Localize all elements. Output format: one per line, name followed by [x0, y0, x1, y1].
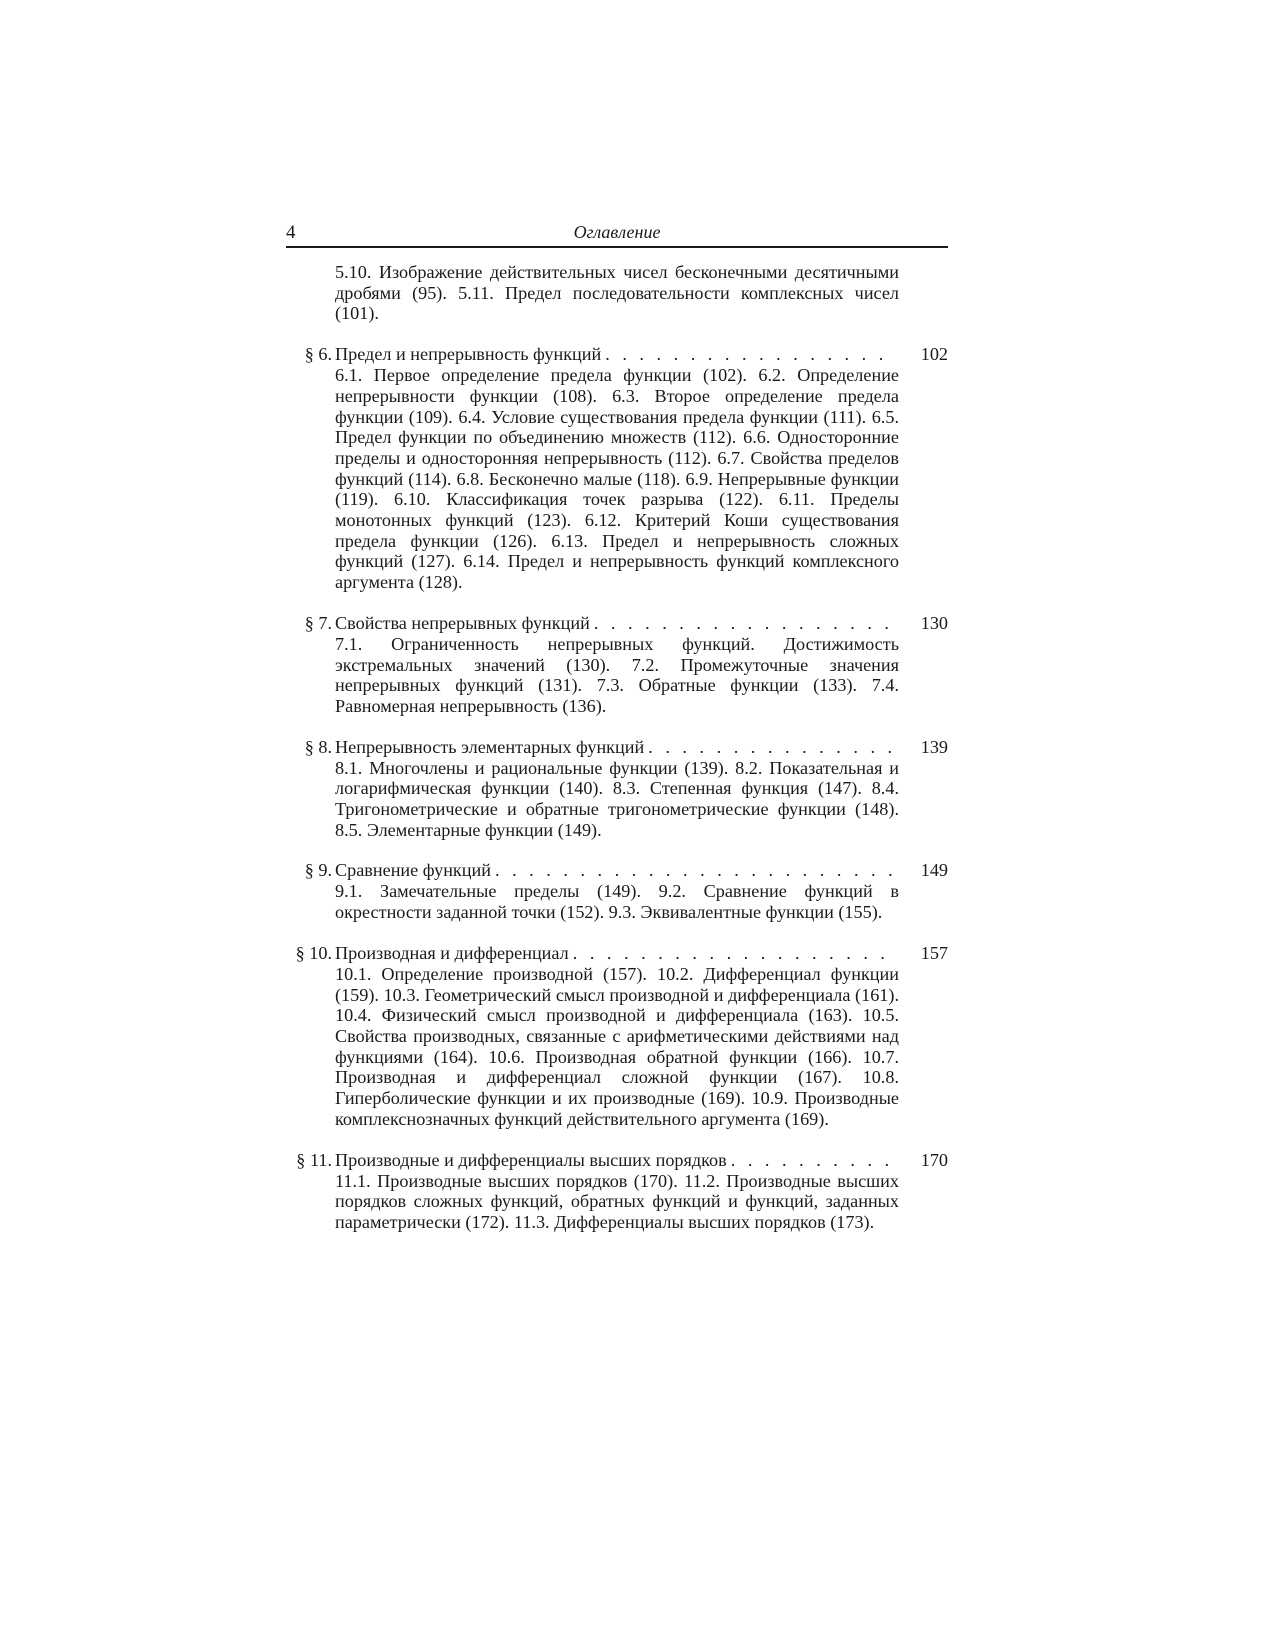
section-description: 6.1. Первое определение предела функции (102). 6.2. Определение непрерывности функции (108). 6.3. Второе определение предела функции (109). 6.4. Условие существования предела функции (111). 6.5. Предел функции по объединению множеств (112). 6.6. Односторонние пределы и односторонняя непрерывность (112). 6.7. Свойства пределов функций (114). 6.8. Бесконечно малые (118). 6.9. Непрерывные функции (119). 6.10. Классификация точек разрыва (122). 6.11. Пределы монотонных функций (123). 6.12. Критерий Коши существования предела функции (126). 6.13. Предел и непрерывность сложных функций (127). 6.14. Предел и непрерывность функций комплексного аргумента (128). — [335, 365, 899, 593]
leader-dots — [648, 737, 895, 758]
toc-section-9 — [286, 860, 948, 922]
toc-section-heading[interactable] — [286, 943, 948, 964]
running-title: Оглавление — [573, 222, 661, 242]
section-title: Свойства непрерывных функций — [335, 612, 590, 633]
section-description: 7.1. Ограниченность непрерывных функций. Достижимость экстремальных значений (130). 7.2. Промежуточные значения непрерывных функций (131). 7.3. Обратные функции (133). 7.4. Равномерная непрерывность (136). — [335, 633, 899, 716]
section-mark: § 11. — [296, 1149, 332, 1170]
section-title: Производная и дифференциал — [335, 942, 569, 963]
section-page-ref: 157 — [920, 942, 948, 963]
section-page-ref: 102 — [920, 344, 948, 365]
leader-dots — [573, 943, 895, 964]
section-mark: § 10. — [295, 942, 332, 963]
section-description: 8.1. Многочлены и рациональные функции (139). 8.2. Показательная и логарифмическая функции (140). 8.3. Степенная функция (147). 8.4. Тригонометрические и обратные тригонометрические функции (148). 8.5. Элементарные функции (149). — [335, 757, 899, 840]
toc-section-11 — [286, 1150, 948, 1233]
section-description: 9.1. Замечательные пределы (149). 9.2. Сравнение функций в окрестности заданной точки (152). 9.3. Эквивалентные функции (155). — [335, 881, 899, 923]
toc-section-7 — [286, 613, 948, 717]
section-mark: § 9. — [304, 860, 332, 881]
toc-section-heading[interactable] — [286, 344, 948, 365]
section-page-ref: 170 — [920, 1149, 948, 1170]
section-title: Производные и дифференциалы высших порядков — [335, 1149, 727, 1170]
section-mark: § 8. — [304, 736, 332, 757]
toc-section-heading[interactable] — [286, 1150, 948, 1171]
section-title: Предел и непрерывность функций — [335, 344, 602, 365]
toc-intro-text: 5.10. Изображение действительных чисел бесконечными десятичными дробями (95). 5.11. Предел последовательности комплексных чисел (101). — [335, 262, 899, 324]
leader-dots — [495, 860, 895, 881]
section-mark: § 6. — [304, 344, 332, 365]
section-mark: § 7. — [304, 612, 332, 633]
page-header — [286, 222, 948, 248]
section-description: 10.1. Определение производной (157). 10.2. Дифференциал функции (159). 10.3. Геометрический смысл производной и дифференциала (161). 10.4. Физический смысл производной и дифференциала (163). 10.5. Свойства производных, связанные с арифметическими действиями над функциями (164). 10.6. Производная обратной функции (166). 10.7. Производная и дифференциал сложной функции (167). 10.8. Гиперболические функции и их производные (169). 10.9. Производные комплекснозначных функций действительного аргумента (169). — [335, 963, 899, 1129]
toc-section-6 — [286, 344, 948, 593]
leader-dots — [605, 344, 895, 365]
toc-section-heading[interactable] — [286, 613, 948, 634]
section-page-ref: 139 — [920, 736, 948, 757]
section-title: Сравнение функций — [335, 860, 491, 881]
table-of-contents — [286, 262, 948, 1233]
leader-dots — [731, 1150, 895, 1171]
section-description: 11.1. Производные высших порядков (170). 11.2. Производные высших порядков сложных функций, обратных функций и функций, заданных параметрически (172). 11.3. Дифференциалы высших порядков (173). — [335, 1170, 899, 1232]
section-page-ref: 130 — [920, 612, 948, 633]
leader-dots — [594, 613, 895, 634]
toc-section-8 — [286, 737, 948, 841]
toc-section-heading[interactable] — [286, 860, 948, 881]
toc-section-heading[interactable] — [286, 737, 948, 758]
section-title: Непрерывность элементарных функций — [335, 736, 645, 757]
page-number: 4 — [286, 222, 296, 243]
section-page-ref: 149 — [920, 860, 948, 881]
toc-section-10 — [286, 943, 948, 1130]
